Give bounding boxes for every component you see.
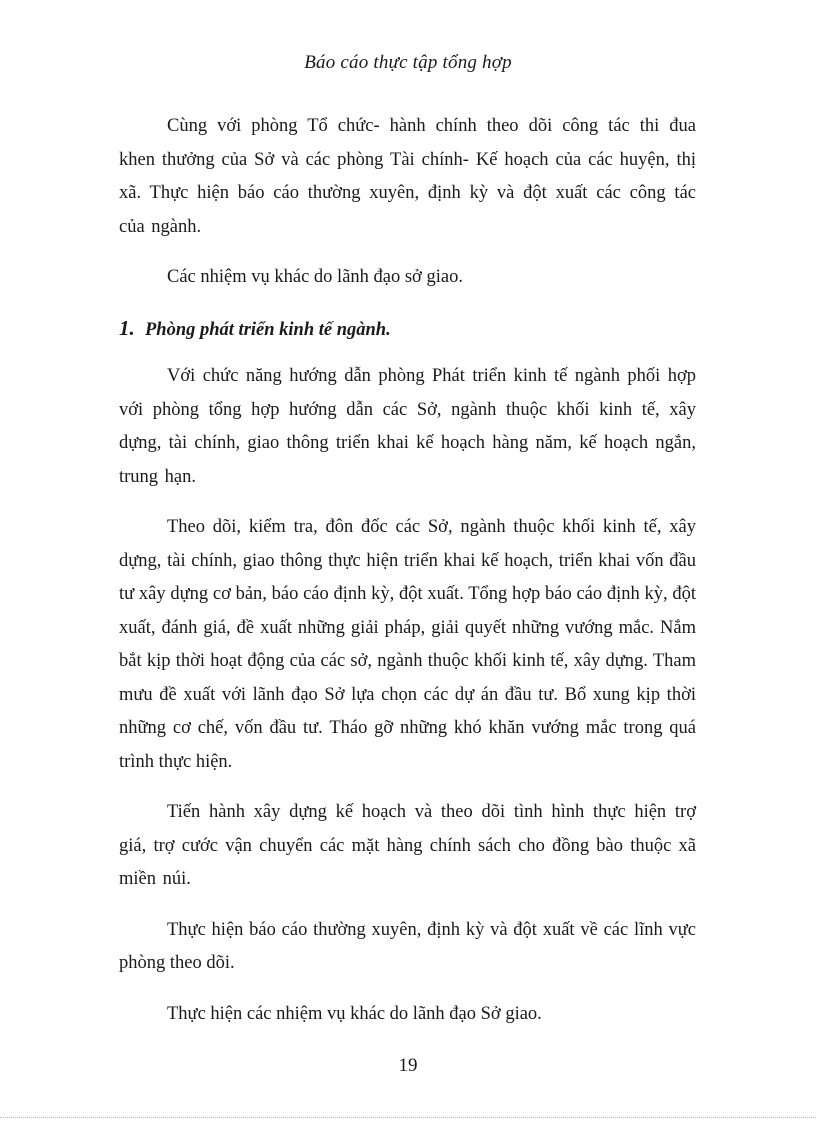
section-number: 1. [119,315,135,340]
paragraph-intro-1: Cùng với phòng Tổ chức- hành chính theo dõi công tác thi đua khen thưởng của Sở và các phòng Tài chính- Kế hoạch của các huyện, thị xã. Thực hiện báo cáo thường xuyên, định kỳ và đột xuất các công tác của ngành. [119,116,696,237]
paragraph-section-3: Tiến hành xây dựng kế hoạch và theo dõi tình hình thực hiện trợ giá, trợ cước vận chuyển các mặt hàng chính sách cho đồng bào thuộc xã miền núi. [119,802,696,889]
running-header: Báo cáo thực tập tổng hợp [304,52,512,73]
paragraph-section-1: Với chức năng hướng dẫn phòng Phát triển kinh tế ngành phối hợp với phòng tổng hợp hướng dẫn các Sở, ngành thuộc khối kinh tế, xây dựng, tài chính, giao thông triển khai kế hoạch hàng năm, kế hoạch ngắn, trung hạn. [119,366,696,487]
page-bottom-divider [0,1117,816,1118]
paragraph-section-5: Thực hiện các nhiệm vụ khác do lãnh đạo Sở giao. [167,1003,542,1024]
page-number: 19 [398,1055,418,1076]
body-text [119,110,696,1048]
paragraph-section-2: Theo dõi, kiểm tra, đôn đốc các Sở, ngành thuộc khối kinh tế, xây dựng, tài chính, giao thông thực hiện triển khai kế hoạch, triển khai vốn đầu tư xây dựng cơ bản, báo cáo định kỳ, đột xuất. Tổng hợp báo cáo định kỳ, đột xuất, đánh giá, đề xuất những giải pháp, giải quyết những vướng mắc. Nắm bắt kịp thời hoạt động của các sở, ngành thuộc khối kinh tế, xây dựng. Tham mưu đề xuất với lãnh đạo Sở lựa chọn các dự án đầu tư. Bổ xung kịp thời những cơ chế, vốn đầu tư. Tháo gỡ những khó khăn vướng mắc trong quá trình thực hiện. [119,517,696,772]
section-title: Phòng phát triển kinh tế ngành. [145,319,391,340]
section-heading [119,312,696,348]
paragraph-section-4: Thực hiện báo cáo thường xuyên, định kỳ và đột xuất về các lĩnh vực phòng theo dõi. [119,919,696,973]
paragraph-intro-2: Các nhiệm vụ khác do lãnh đạo sở giao. [167,267,463,287]
